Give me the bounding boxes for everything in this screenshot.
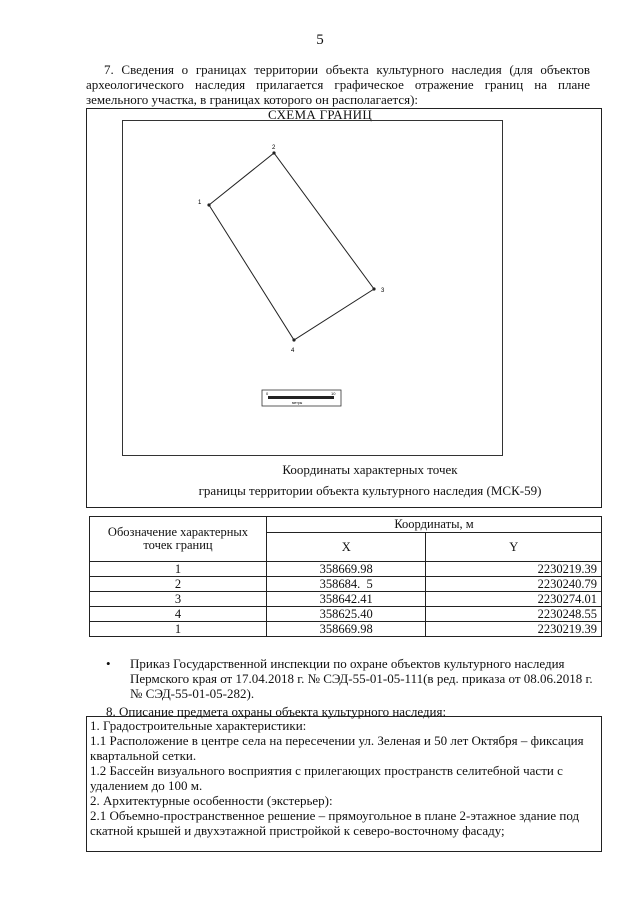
cell-point: 3 — [90, 592, 267, 607]
table-row — [90, 562, 602, 577]
table-row — [90, 607, 602, 622]
section-8-line: удалением до 100 м. — [90, 778, 203, 793]
section-8-line: 1. Градостроительные характеристики: — [90, 718, 307, 733]
cell-x: 358642.41 — [267, 592, 426, 607]
section-8-line: 1.1 Расположение в центре села на пересечении ул. Зеленая и 50 лет Октября – фиксация — [90, 733, 584, 748]
scale-bar-unit: метры — [292, 401, 303, 405]
point-marker-3 — [372, 287, 375, 290]
coords-title-line1: Координаты характерных точек — [282, 462, 458, 477]
table-row — [90, 622, 602, 637]
cell-x: 358669.98 — [267, 622, 426, 637]
section-8-line: квартальной сетки. — [90, 748, 197, 763]
point-marker-2 — [272, 151, 275, 154]
scale-bar-start: 0 — [266, 391, 269, 396]
coordinates-table — [89, 516, 602, 637]
coords-title-line2: границы территории объекта культурного наследия (МСК-59) — [198, 483, 542, 498]
section-8-line: 1.2 Бассейн визуального восприятия с прилегающих пространств селитебной части с — [90, 763, 563, 778]
scale-bar-segment — [268, 396, 334, 399]
order-reference-text: Приказ Государственной инспекции по охране объектов культурного наследия Пермского края от 17.04.2018 г. № СЭД-55-01-05-111(в ред. приказа от 08.06.2018 г. № СЭД-55-01-05-282). — [130, 656, 593, 701]
table-row — [90, 577, 602, 592]
cell-x: 358684. 5 — [267, 577, 426, 592]
cell-point: 1 — [90, 622, 267, 637]
point-label-1: 1 — [198, 200, 202, 206]
section-8-line: 2. Архитектурные особенности (экстерьер): — [90, 793, 333, 808]
cell-y: 2230240.79 — [426, 577, 602, 592]
cell-point: 4 — [90, 607, 267, 622]
cell-point: 2 — [90, 577, 267, 592]
section-8-heading: 8. Описание предмета охраны объекта культурного наследия: — [106, 704, 447, 719]
page-number: 5 — [316, 32, 324, 48]
section-8-line: скатной крышей и двухэтажной пристройкой к северо-восточному фасаду; — [90, 823, 505, 838]
table-row — [90, 592, 602, 607]
cell-y: 2230219.39 — [426, 562, 602, 577]
cell-x: 358669.98 — [267, 562, 426, 577]
header-designation: Обозначение характерных точек границ — [90, 517, 267, 562]
boundary-polygon — [209, 153, 374, 340]
header-coords: Координаты, м — [267, 517, 602, 533]
header-y: Y — [426, 533, 602, 562]
scale-bar-end: 10 — [331, 391, 336, 396]
cell-y: 2230248.55 — [426, 607, 602, 622]
point-label-4: 4 — [291, 348, 295, 354]
point-label-3: 3 — [381, 288, 385, 294]
section-8-line: 2.1 Объемно-пространственное решение – прямоугольное в плане 2-этажное здание под — [90, 808, 580, 823]
point-marker-1 — [207, 203, 210, 206]
section-7-body: 7. Сведения о границах территории объекта культурного наследия (для объектов археологического наследия прилагается графическое отражение границ на плане земельного участка, в границах которого он располагается): — [86, 62, 590, 107]
point-marker-4 — [292, 338, 295, 341]
scheme-title: СХЕМА ГРАНИЦ — [267, 107, 373, 122]
cell-y: 2230274.01 — [426, 592, 602, 607]
cell-x: 358625.40 — [267, 607, 426, 622]
cell-y: 2230219.39 — [426, 622, 602, 637]
bullet-icon: • — [106, 656, 111, 671]
cell-point: 1 — [90, 562, 267, 577]
point-label-2: 2 — [272, 145, 276, 151]
header-x: X — [267, 533, 426, 562]
